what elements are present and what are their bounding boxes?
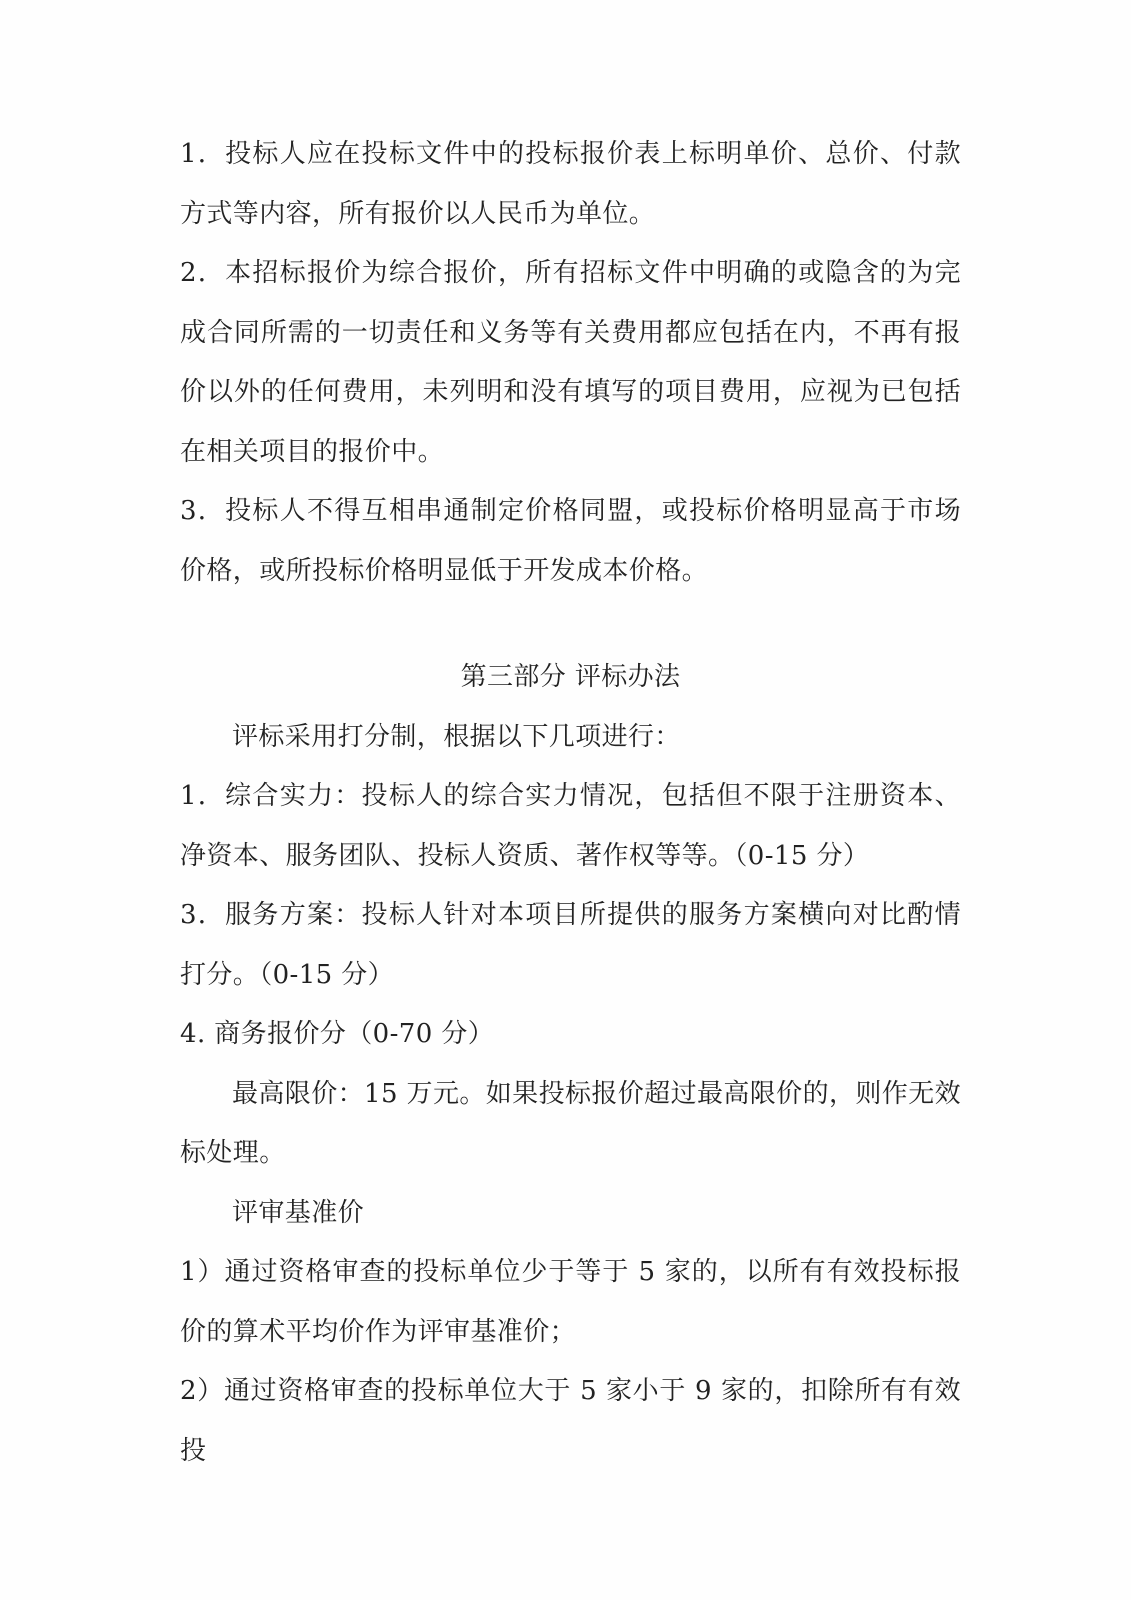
evaluation-intro: 评标采用打分制，根据以下几项进行： — [232, 721, 681, 752]
bidding-terms-section — [180, 125, 961, 601]
max-price-note: 最高限价：15 万元。如果投标报价超过最高限价的，则作无效标处理。 — [180, 1078, 961, 1168]
paragraph-quote-requirements: 1．投标人应在投标文件中的投标报价表上标明单价、总价、付款方式等内容，所有报价以人民币为单位。 — [180, 139, 961, 229]
section-heading: 第三部分 评标办法 — [460, 662, 681, 692]
criterion-business-quote: 4. 商务报价分（0-70 分） — [180, 1019, 495, 1049]
evaluation-section — [180, 648, 961, 1481]
criterion-comprehensive-strength: 1．综合实力：投标人的综合实力情况，包括但不限于注册资本、净资本、服务团队、投标人资质、著作权等等。（0-15 分） — [180, 781, 961, 871]
paragraph-no-collusion: 3．投标人不得互相串通制定价格同盟，或投标价格明显高于市场价格，或所投标价格明显低于开发成本价格。 — [180, 496, 961, 586]
paragraph-comprehensive-quote: 2．本招标报价为综合报价，所有招标文件中明确的或隐含的为完成合同所需的一切责任和义务等有关费用都应包括在内，不再有报价以外的任何费用，未列明和没有填写的项目费用，应视为已包括在相关项目的报价中。 — [180, 258, 961, 467]
benchmark-heading: 评审基准价 — [232, 1197, 365, 1228]
benchmark-item-2: 2）通过资格审查的投标单位大于 5 家小于 9 家的，扣除所有有效投 — [180, 1376, 961, 1466]
criterion-service-plan: 3．服务方案：投标人针对本项目所提供的服务方案横向对比酌情打分。（0-15 分） — [180, 900, 961, 990]
benchmark-item-1: 1）通过资格审查的投标单位少于等于 5 家的，以所有有效投标报价的算术平均价作为评审基准价； — [180, 1257, 961, 1347]
